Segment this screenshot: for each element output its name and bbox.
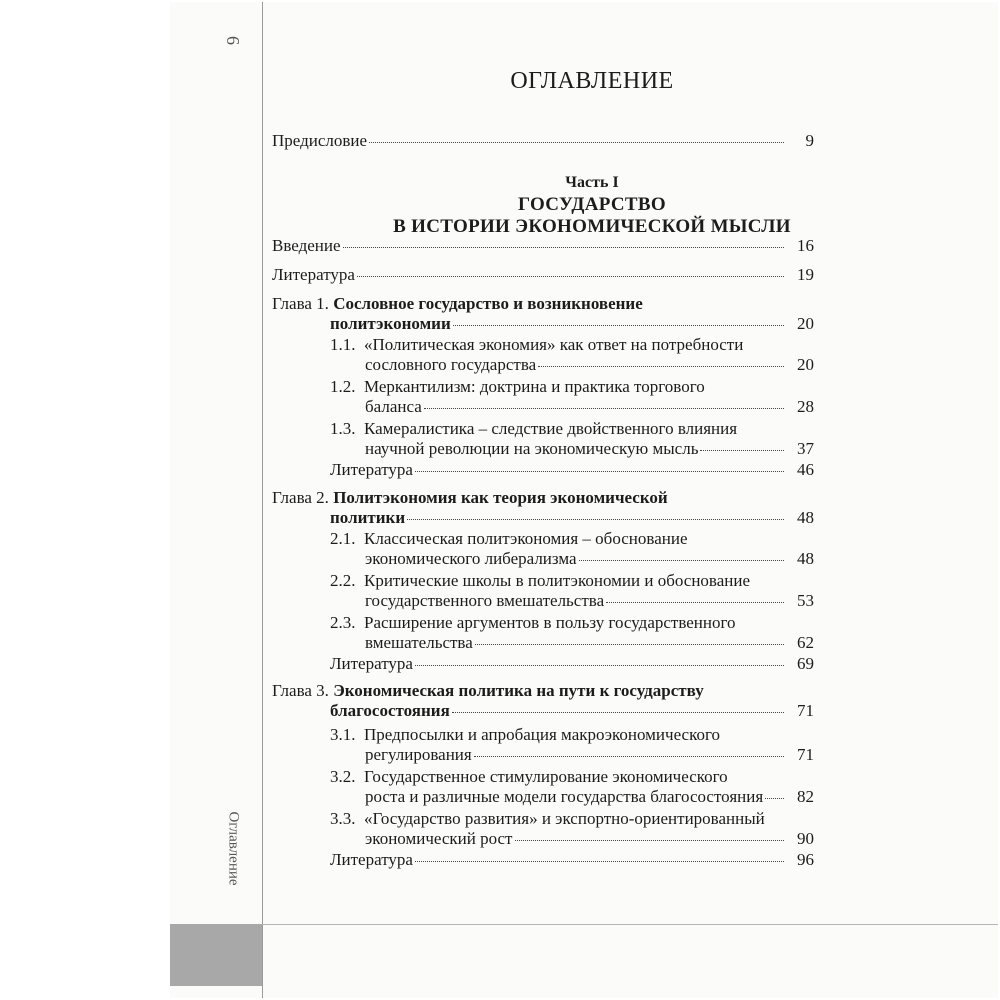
- part-heading: Часть I ГОСУДАРСТВО В ИСТОРИИ ЭКОНОМИЧЕСКОЙ МЫСЛИ: [393, 174, 791, 237]
- leader-dots: [474, 756, 784, 757]
- section-1-2-entry[interactable]: баланса 28: [365, 397, 814, 416]
- section-1-3[interactable]: 1.3. Камералистика – следствие двойственного влияния: [330, 419, 738, 438]
- chapter-3-literature[interactable]: Литература 96: [330, 850, 814, 869]
- leader-dots: [369, 142, 784, 143]
- chapter-2-title[interactable]: Глава 2. Политэкономия как теория экономической: [272, 488, 668, 507]
- leader-dots: [452, 712, 784, 713]
- section-2-1-entry[interactable]: экономического либерализма 48: [365, 549, 814, 568]
- section-2-1[interactable]: 2.1. Классическая политэкономия – обоснование: [330, 529, 688, 548]
- leader-dots: [606, 602, 784, 603]
- leader-dots: [765, 798, 784, 799]
- section-3-3-entry[interactable]: экономический рост 90: [365, 829, 814, 848]
- leader-dots: [415, 665, 784, 666]
- chapter-1-title[interactable]: Глава 1. Сословное государство и возникновение: [272, 294, 643, 313]
- chapter-2-literature[interactable]: Литература 69: [330, 654, 814, 673]
- section-2-2-entry[interactable]: государственного вмешательства 53: [365, 591, 814, 610]
- chapter-1-literature[interactable]: Литература 46: [330, 460, 814, 479]
- gray-tab: [170, 924, 262, 986]
- chapter-2-entry[interactable]: политики 48: [330, 508, 814, 527]
- margin-rule: [262, 2, 263, 998]
- leader-dots: [538, 366, 784, 367]
- section-2-3[interactable]: 2.3. Расширение аргументов в пользу государственного: [330, 613, 736, 632]
- bottom-rule: [262, 924, 998, 925]
- toc-title: ОГЛАВЛЕНИЕ: [510, 68, 674, 94]
- toc-entry-intro[interactable]: Введение 16: [272, 236, 814, 255]
- section-3-2[interactable]: 3.2. Государственное стимулирование экономического: [330, 767, 728, 786]
- leader-dots: [415, 861, 784, 862]
- leader-dots: [415, 471, 784, 472]
- leader-dots: [475, 644, 784, 645]
- page-number: 6: [223, 36, 243, 45]
- chapter-3-entry[interactable]: благосостояния 71: [330, 701, 814, 720]
- toc-entry-literature[interactable]: Литература 19: [272, 265, 814, 284]
- leader-dots: [343, 247, 784, 248]
- leader-dots: [515, 840, 785, 841]
- section-3-1-entry[interactable]: регулирования 71: [365, 745, 814, 764]
- section-2-3-entry[interactable]: вмешательства 62: [365, 633, 814, 652]
- leader-dots: [579, 560, 784, 561]
- chapter-3-title[interactable]: Глава 3. Экономическая политика на пути к государству: [272, 681, 704, 700]
- leader-dots: [357, 276, 784, 277]
- section-1-1-entry[interactable]: сословного государства 20: [365, 355, 814, 374]
- section-1-1[interactable]: 1.1. «Политическая экономия» как ответ на потребности: [330, 335, 744, 354]
- leader-dots: [407, 519, 784, 520]
- section-2-2[interactable]: 2.2. Критические школы в политэкономии и обоснование: [330, 571, 751, 590]
- running-header: Оглавление: [225, 811, 242, 886]
- chapter-1-entry[interactable]: политэкономии 20: [330, 314, 814, 333]
- toc-entry-preface[interactable]: Предисловие 9: [272, 131, 814, 150]
- leader-dots: [453, 325, 784, 326]
- leader-dots: [700, 450, 784, 451]
- section-3-3[interactable]: 3.3. «Государство развития» и экспортно-ориентированный: [330, 809, 765, 828]
- section-1-3-entry[interactable]: научной революции на экономическую мысль 37: [365, 439, 814, 458]
- section-1-2[interactable]: 1.2. Меркантилизм: доктрина и практика торгового: [330, 377, 705, 396]
- leader-dots: [424, 408, 784, 409]
- section-3-1[interactable]: 3.1. Предпосылки и апробация макроэкономического: [330, 725, 721, 744]
- section-3-2-entry[interactable]: роста и различные модели государства благосостояния 82: [365, 787, 814, 806]
